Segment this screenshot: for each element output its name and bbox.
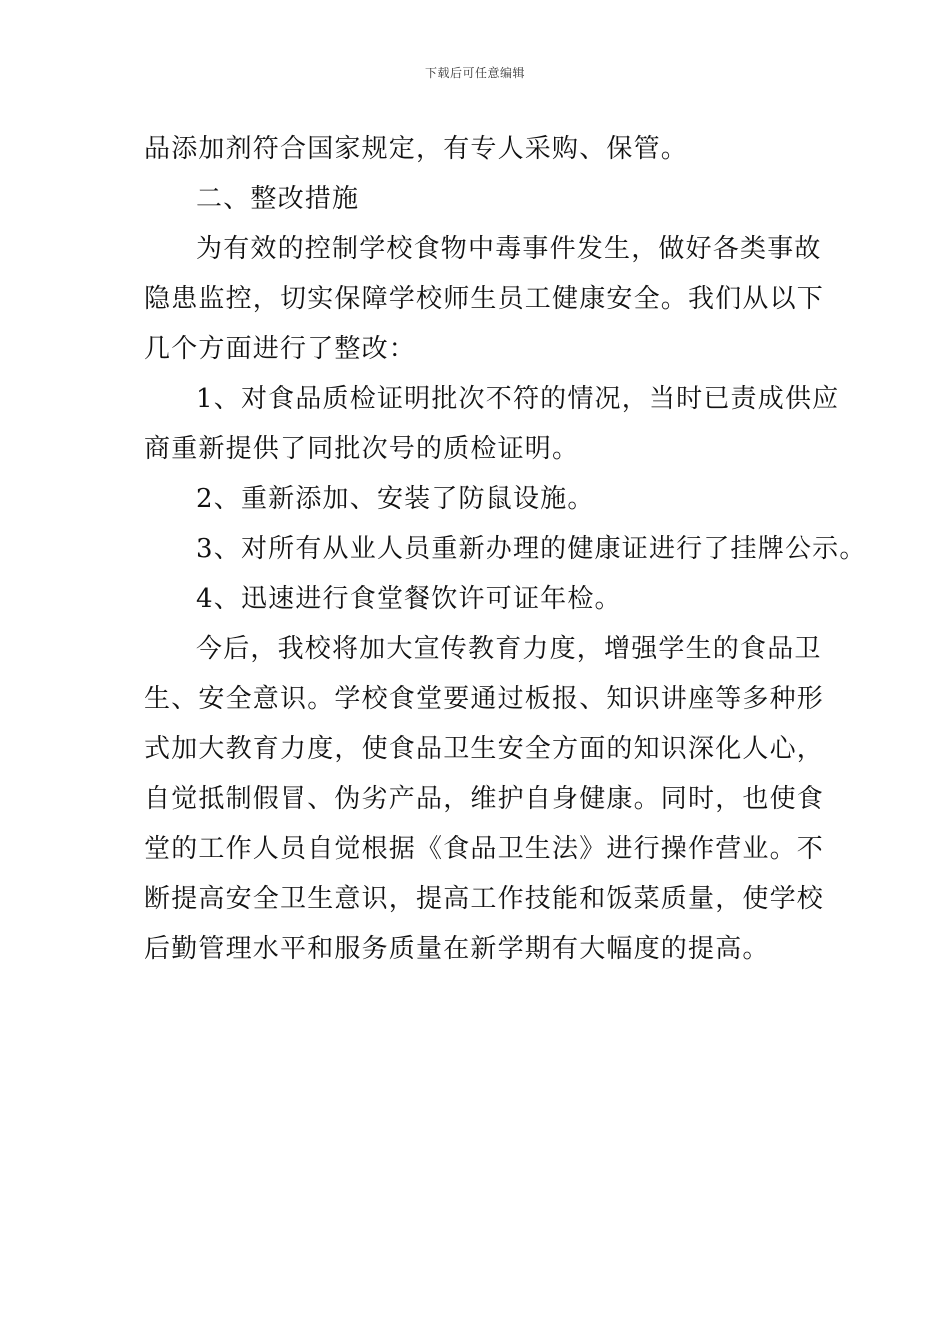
text-line: 后勤管理水平和服务质量在新学期有大幅度的提高。	[144, 934, 770, 964]
text-line: 断提高安全卫生意识，提高工作技能和饭菜质量，使学校	[144, 884, 825, 914]
text-line: 品添加剂符合国家规定，有专人采购、保管。	[144, 134, 689, 164]
list-item: 1、对食品质检证明批次不符的情况，当时已责成供应	[196, 384, 840, 414]
text-line: 自觉抵制假冒、伪劣产品，维护自身健康。同时，也使食	[144, 784, 825, 814]
text-line: 为有效的控制学校食物中毒事件发生，做好各类事故	[196, 234, 822, 264]
section-heading: 二、整改措施	[196, 184, 360, 214]
text-line: 堂的工作人员自觉根据《食品卫生法》进行操作营业。不	[144, 834, 825, 864]
text-line: 生、安全意识。学校食堂要通过板报、知识讲座等多种形	[144, 684, 825, 714]
document-body	[144, 124, 867, 974]
text-line: 今后，我校将加大宣传教育力度，增强学生的食品卫	[196, 634, 822, 664]
text-line: 式加大教育力度，使食品卫生安全方面的知识深化人心，	[144, 734, 825, 764]
list-item: 2、重新添加、安装了防鼠设施。	[196, 484, 595, 514]
text-line: 商重新提供了同批次号的质检证明。	[144, 434, 580, 464]
text-line: 隐患监控，切实保障学校师生员工健康安全。我们从以下	[144, 284, 825, 314]
list-item: 4、迅速进行食堂餐饮许可证年检。	[196, 584, 622, 614]
list-item: 3、对所有从业人员重新办理的健康证进行了挂牌公示。	[196, 534, 867, 564]
page-header: 下载后可任意编辑	[424, 66, 525, 80]
text-line: 几个方面进行了整改：	[144, 334, 417, 364]
